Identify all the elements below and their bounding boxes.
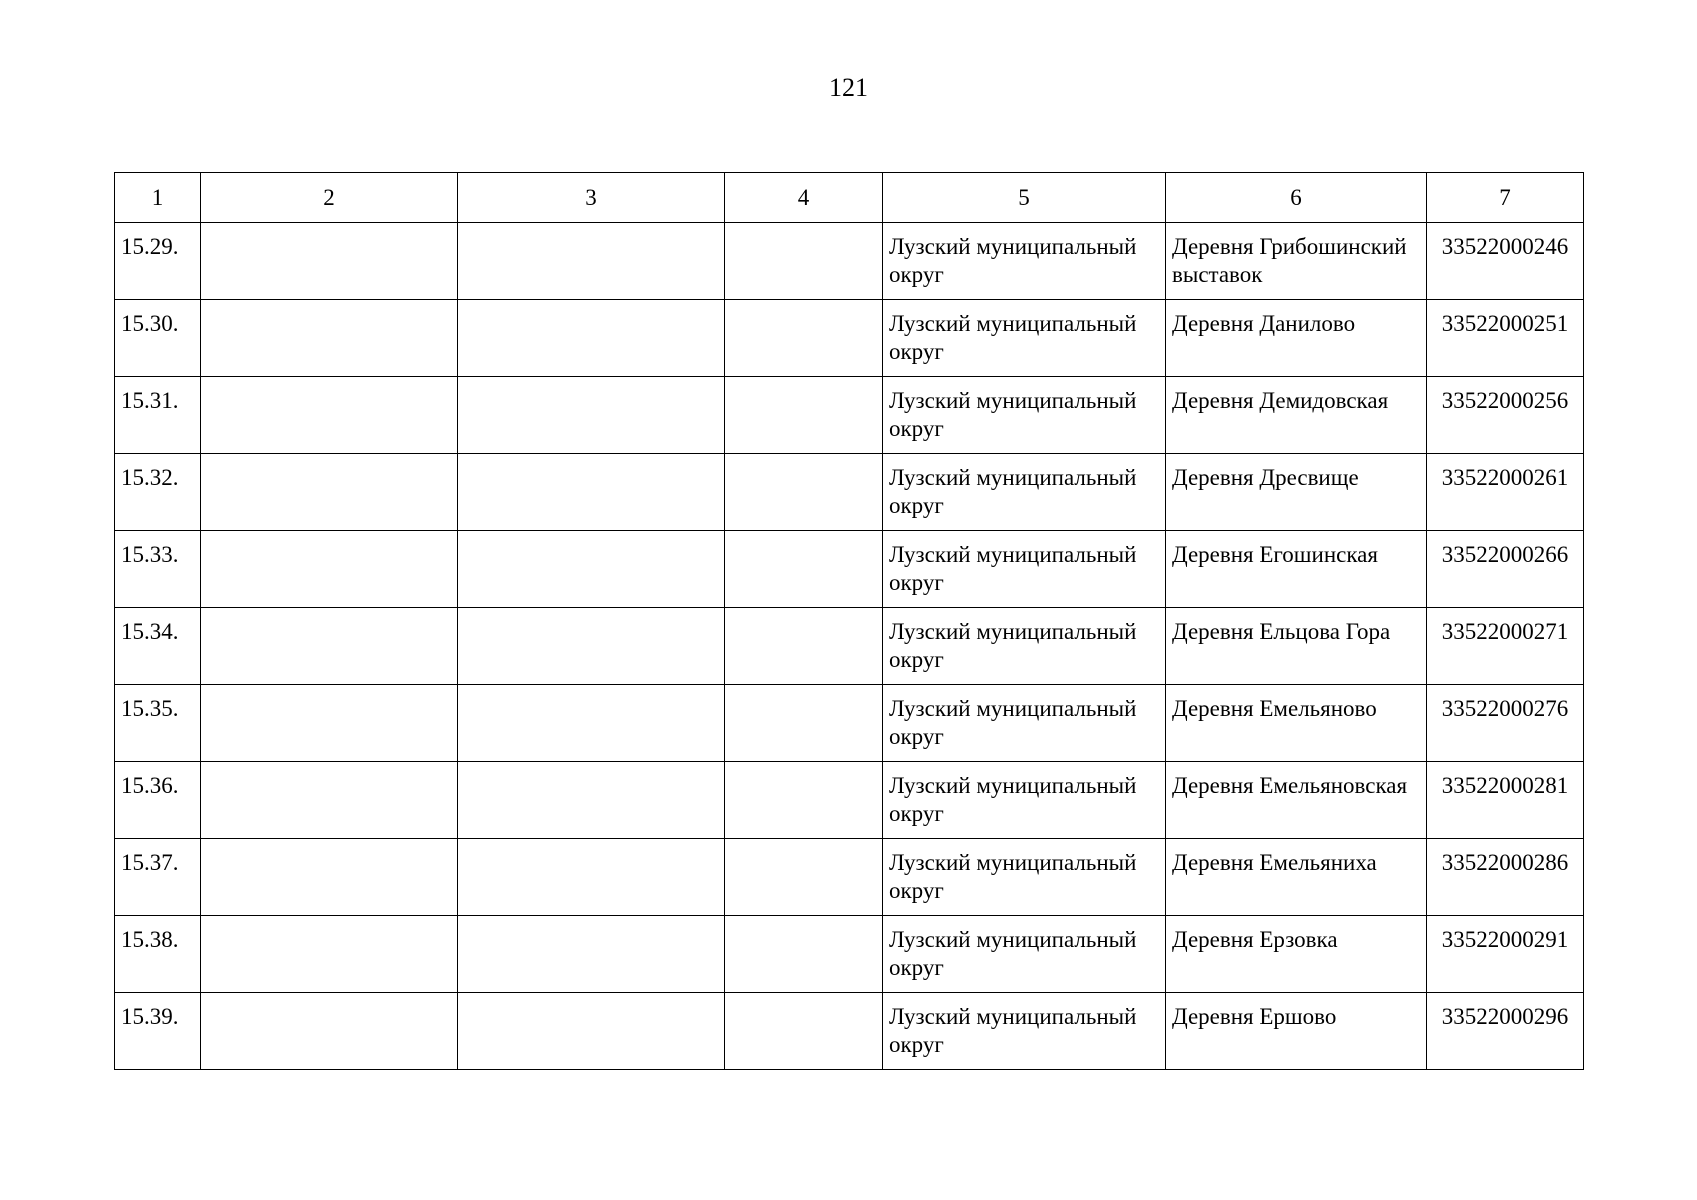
empty-cell — [201, 300, 458, 377]
row-number-cell: 15.34. — [115, 608, 201, 685]
row-number-cell: 15.37. — [115, 839, 201, 916]
empty-cell — [201, 531, 458, 608]
empty-cell — [725, 377, 883, 454]
empty-cell — [458, 993, 725, 1070]
table-row — [115, 839, 1584, 916]
header-cell-1: 1 — [115, 173, 201, 223]
settlement-cell: Деревня Емельяниха — [1166, 839, 1427, 916]
empty-cell — [725, 685, 883, 762]
settlement-cell: Деревня Данилово — [1166, 300, 1427, 377]
code-cell: 33522000291 — [1427, 916, 1584, 993]
header-cell-7: 7 — [1427, 173, 1584, 223]
empty-cell — [458, 223, 725, 300]
settlement-cell: Деревня Егошинская — [1166, 531, 1427, 608]
table-row — [115, 300, 1584, 377]
settlement-cell: Деревня Дресвище — [1166, 454, 1427, 531]
empty-cell — [201, 685, 458, 762]
empty-cell — [201, 762, 458, 839]
settlement-cell: Деревня Емельяновская — [1166, 762, 1427, 839]
municipality-cell: Лузский муниципальный округ — [883, 531, 1166, 608]
empty-cell — [201, 454, 458, 531]
settlement-cell: Деревня Демидовская — [1166, 377, 1427, 454]
settlement-cell: Деревня Емельяново — [1166, 685, 1427, 762]
row-number-cell: 15.33. — [115, 531, 201, 608]
empty-cell — [201, 223, 458, 300]
settlement-cell: Деревня Ершово — [1166, 993, 1427, 1070]
municipality-cell: Лузский муниципальный округ — [883, 762, 1166, 839]
empty-cell — [458, 762, 725, 839]
header-cell-4: 4 — [725, 173, 883, 223]
row-number-cell: 15.38. — [115, 916, 201, 993]
header-cell-6: 6 — [1166, 173, 1427, 223]
empty-cell — [725, 608, 883, 685]
table-row — [115, 223, 1584, 300]
municipality-cell: Лузский муниципальный округ — [883, 300, 1166, 377]
municipality-cell: Лузский муниципальный округ — [883, 608, 1166, 685]
municipality-cell: Лузский муниципальный округ — [883, 377, 1166, 454]
code-cell: 33522000251 — [1427, 300, 1584, 377]
header-cell-3: 3 — [458, 173, 725, 223]
table-row — [115, 531, 1584, 608]
empty-cell — [725, 454, 883, 531]
row-number-cell: 15.35. — [115, 685, 201, 762]
row-number-cell: 15.29. — [115, 223, 201, 300]
code-cell: 33522000256 — [1427, 377, 1584, 454]
empty-cell — [201, 377, 458, 454]
empty-cell — [201, 993, 458, 1070]
empty-cell — [725, 762, 883, 839]
municipality-cell: Лузский муниципальный округ — [883, 223, 1166, 300]
settlements-table — [114, 172, 1584, 1070]
header-cell-5: 5 — [883, 173, 1166, 223]
municipality-cell: Лузский муниципальный округ — [883, 993, 1166, 1070]
row-number-cell: 15.36. — [115, 762, 201, 839]
table-row — [115, 993, 1584, 1070]
code-cell: 33522000271 — [1427, 608, 1584, 685]
municipality-cell: Лузский муниципальный округ — [883, 685, 1166, 762]
municipality-cell: Лузский муниципальный округ — [883, 454, 1166, 531]
empty-cell — [458, 608, 725, 685]
code-cell: 33522000281 — [1427, 762, 1584, 839]
table-row — [115, 454, 1584, 531]
row-number-cell: 15.32. — [115, 454, 201, 531]
municipality-cell: Лузский муниципальный округ — [883, 839, 1166, 916]
municipality-cell: Лузский муниципальный округ — [883, 916, 1166, 993]
page-number: 121 — [829, 73, 868, 102]
empty-cell — [725, 531, 883, 608]
empty-cell — [458, 916, 725, 993]
code-cell: 33522000266 — [1427, 531, 1584, 608]
empty-cell — [201, 916, 458, 993]
settlement-cell: Деревня Ерзовка — [1166, 916, 1427, 993]
header-row — [115, 173, 1584, 223]
table-row — [115, 608, 1584, 685]
empty-cell — [458, 839, 725, 916]
table-row — [115, 377, 1584, 454]
header-cell-2: 2 — [201, 173, 458, 223]
code-cell: 33522000286 — [1427, 839, 1584, 916]
row-number-cell: 15.30. — [115, 300, 201, 377]
empty-cell — [725, 839, 883, 916]
settlement-cell: Деревня Ельцова Гора — [1166, 608, 1427, 685]
empty-cell — [725, 916, 883, 993]
empty-cell — [725, 223, 883, 300]
empty-cell — [458, 300, 725, 377]
empty-cell — [458, 454, 725, 531]
table-row — [115, 685, 1584, 762]
empty-cell — [458, 685, 725, 762]
empty-cell — [201, 839, 458, 916]
code-cell: 33522000276 — [1427, 685, 1584, 762]
empty-cell — [458, 531, 725, 608]
row-number-cell: 15.31. — [115, 377, 201, 454]
empty-cell — [201, 608, 458, 685]
code-cell: 33522000246 — [1427, 223, 1584, 300]
row-number-cell: 15.39. — [115, 993, 201, 1070]
code-cell: 33522000261 — [1427, 454, 1584, 531]
empty-cell — [458, 377, 725, 454]
empty-cell — [725, 993, 883, 1070]
code-cell: 33522000296 — [1427, 993, 1584, 1070]
empty-cell — [725, 300, 883, 377]
table-row — [115, 916, 1584, 993]
table-row — [115, 762, 1584, 839]
settlement-cell: Деревня Грибошинский выставок — [1166, 223, 1427, 300]
